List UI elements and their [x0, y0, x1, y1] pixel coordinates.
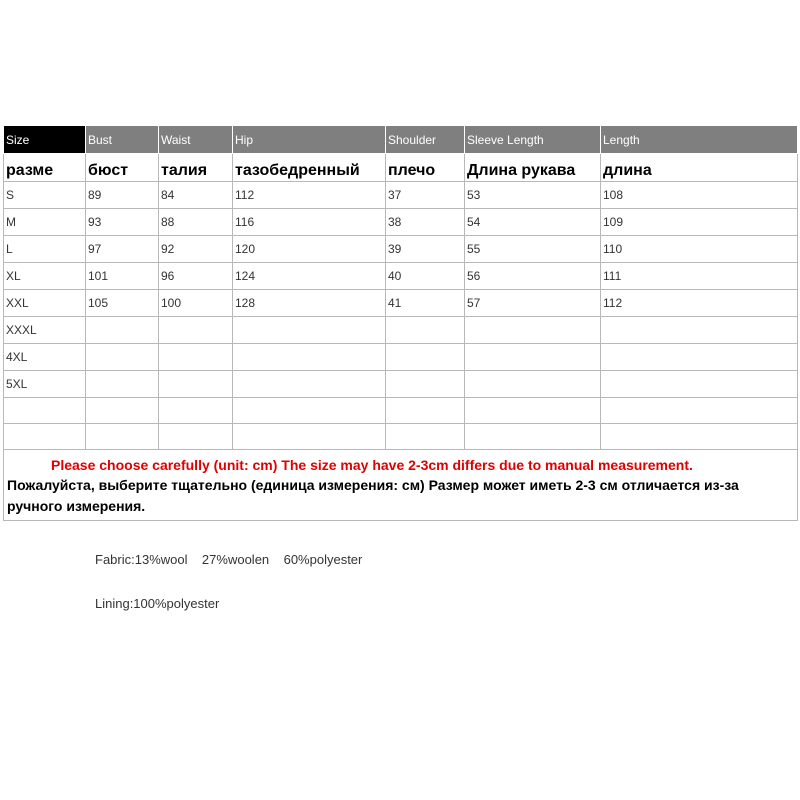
header-row-en-cell: Waist [159, 126, 233, 154]
note-cell [4, 450, 798, 521]
table-row-cell: 4XL [4, 344, 86, 371]
size-chart-table [3, 125, 798, 521]
table-row-cell [465, 344, 601, 371]
table-row-cell [159, 344, 233, 371]
table-row-cell [86, 344, 159, 371]
table-row-cell: S [4, 182, 86, 209]
table-row-cell: 56 [465, 263, 601, 290]
table-row-cell [601, 371, 798, 398]
table-row-cell [159, 398, 233, 424]
table-row-cell [86, 317, 159, 344]
table-row-cell: 41 [386, 290, 465, 317]
table-row-cell [86, 424, 159, 450]
table-row-cell: 89 [86, 182, 159, 209]
table-row-cell: 97 [86, 236, 159, 263]
header-row-ru-cell: разме [4, 154, 86, 182]
lining-composition: Lining:100%polyester [95, 596, 220, 611]
table-row-cell: 37 [386, 182, 465, 209]
header-row-ru-cell: длина [601, 154, 798, 182]
table-row-cell [601, 317, 798, 344]
table-row-cell: 112 [233, 182, 386, 209]
table-row-cell: 111 [601, 263, 798, 290]
header-row-en-cell: Size [4, 126, 86, 154]
table-row [4, 344, 798, 371]
table-row-cell: 55 [465, 236, 601, 263]
table-row-cell: 40 [386, 263, 465, 290]
table-row-cell: 93 [86, 209, 159, 236]
table-row-cell [233, 317, 386, 344]
table-row-cell: 100 [159, 290, 233, 317]
table-row [4, 182, 798, 209]
table-row [4, 209, 798, 236]
table-row-cell: 109 [601, 209, 798, 236]
table-row [4, 424, 798, 450]
table-row-cell [159, 424, 233, 450]
table-row [4, 398, 798, 424]
table-row-cell: 38 [386, 209, 465, 236]
table-row-cell: L [4, 236, 86, 263]
size-note-russian: Пожалуйста, выберите тщательно (единица измерения: см) Размер может иметь 2-3 см отличается из-за ручного измерения. [7, 476, 739, 514]
table-row [4, 317, 798, 344]
header-row-en-cell: Shoulder [386, 126, 465, 154]
header-row-ru-cell: тазобедренный [233, 154, 386, 182]
table-row-cell [386, 398, 465, 424]
table-row-cell [465, 398, 601, 424]
header-row-en-cell: Hip [233, 126, 386, 154]
table-row-cell: 54 [465, 209, 601, 236]
table-row-cell [465, 317, 601, 344]
table-row-cell: 108 [601, 182, 798, 209]
table-row-cell [386, 371, 465, 398]
header-row-en [4, 126, 798, 154]
table-row-cell [4, 424, 86, 450]
table-row [4, 371, 798, 398]
table-row [4, 236, 798, 263]
table-row-cell [601, 424, 798, 450]
table-row-cell: 110 [601, 236, 798, 263]
header-row-en-cell: Length [601, 126, 798, 154]
table-row [4, 263, 798, 290]
header-row-ru-cell: Длина рукава [465, 154, 601, 182]
table-row-cell: 124 [233, 263, 386, 290]
table-row-cell: XL [4, 263, 86, 290]
table-row-cell [86, 398, 159, 424]
size-note-english: Please choose carefully (unit: cm) The size may have 2-3cm differs due to manual measurement. [51, 456, 693, 473]
table-row-cell: 92 [159, 236, 233, 263]
table-row-cell [233, 371, 386, 398]
table-row-cell [86, 371, 159, 398]
table-row-cell: 57 [465, 290, 601, 317]
table-row-cell [465, 424, 601, 450]
table-row-cell [233, 424, 386, 450]
table-row-cell [159, 371, 233, 398]
table-row-cell: XXL [4, 290, 86, 317]
table-row-cell: 120 [233, 236, 386, 263]
table-row-cell: 105 [86, 290, 159, 317]
table-row-cell [4, 398, 86, 424]
table-row-cell: 96 [159, 263, 233, 290]
header-row-ru-cell: талия [159, 154, 233, 182]
header-row-en-cell: Bust [86, 126, 159, 154]
table-row-cell [601, 398, 798, 424]
table-row-cell [386, 424, 465, 450]
table-row-cell [233, 344, 386, 371]
header-row-ru-cell: плечо [386, 154, 465, 182]
table-row-cell [601, 344, 798, 371]
table-row-cell [386, 317, 465, 344]
table-row-cell: 53 [465, 182, 601, 209]
header-row-ru-cell: бюст [86, 154, 159, 182]
table-row-cell: 116 [233, 209, 386, 236]
table-row-cell: 128 [233, 290, 386, 317]
table-row [4, 290, 798, 317]
table-row-cell [465, 371, 601, 398]
table-row-cell: XXXL [4, 317, 86, 344]
table-row-cell: 5XL [4, 371, 86, 398]
fabric-composition: Fabric:13%wool 27%woolen 60%polyester [95, 552, 363, 567]
table-row-cell [386, 344, 465, 371]
table-row-cell [233, 398, 386, 424]
table-row-cell: 101 [86, 263, 159, 290]
table-row-cell [159, 317, 233, 344]
table-row-cell: 88 [159, 209, 233, 236]
header-row-ru [4, 154, 798, 182]
table-row-cell: 39 [386, 236, 465, 263]
note-row [4, 450, 798, 521]
table-row-cell: 112 [601, 290, 798, 317]
table-row-cell: 84 [159, 182, 233, 209]
header-row-en-cell: Sleeve Length [465, 126, 601, 154]
table-row-cell: M [4, 209, 86, 236]
